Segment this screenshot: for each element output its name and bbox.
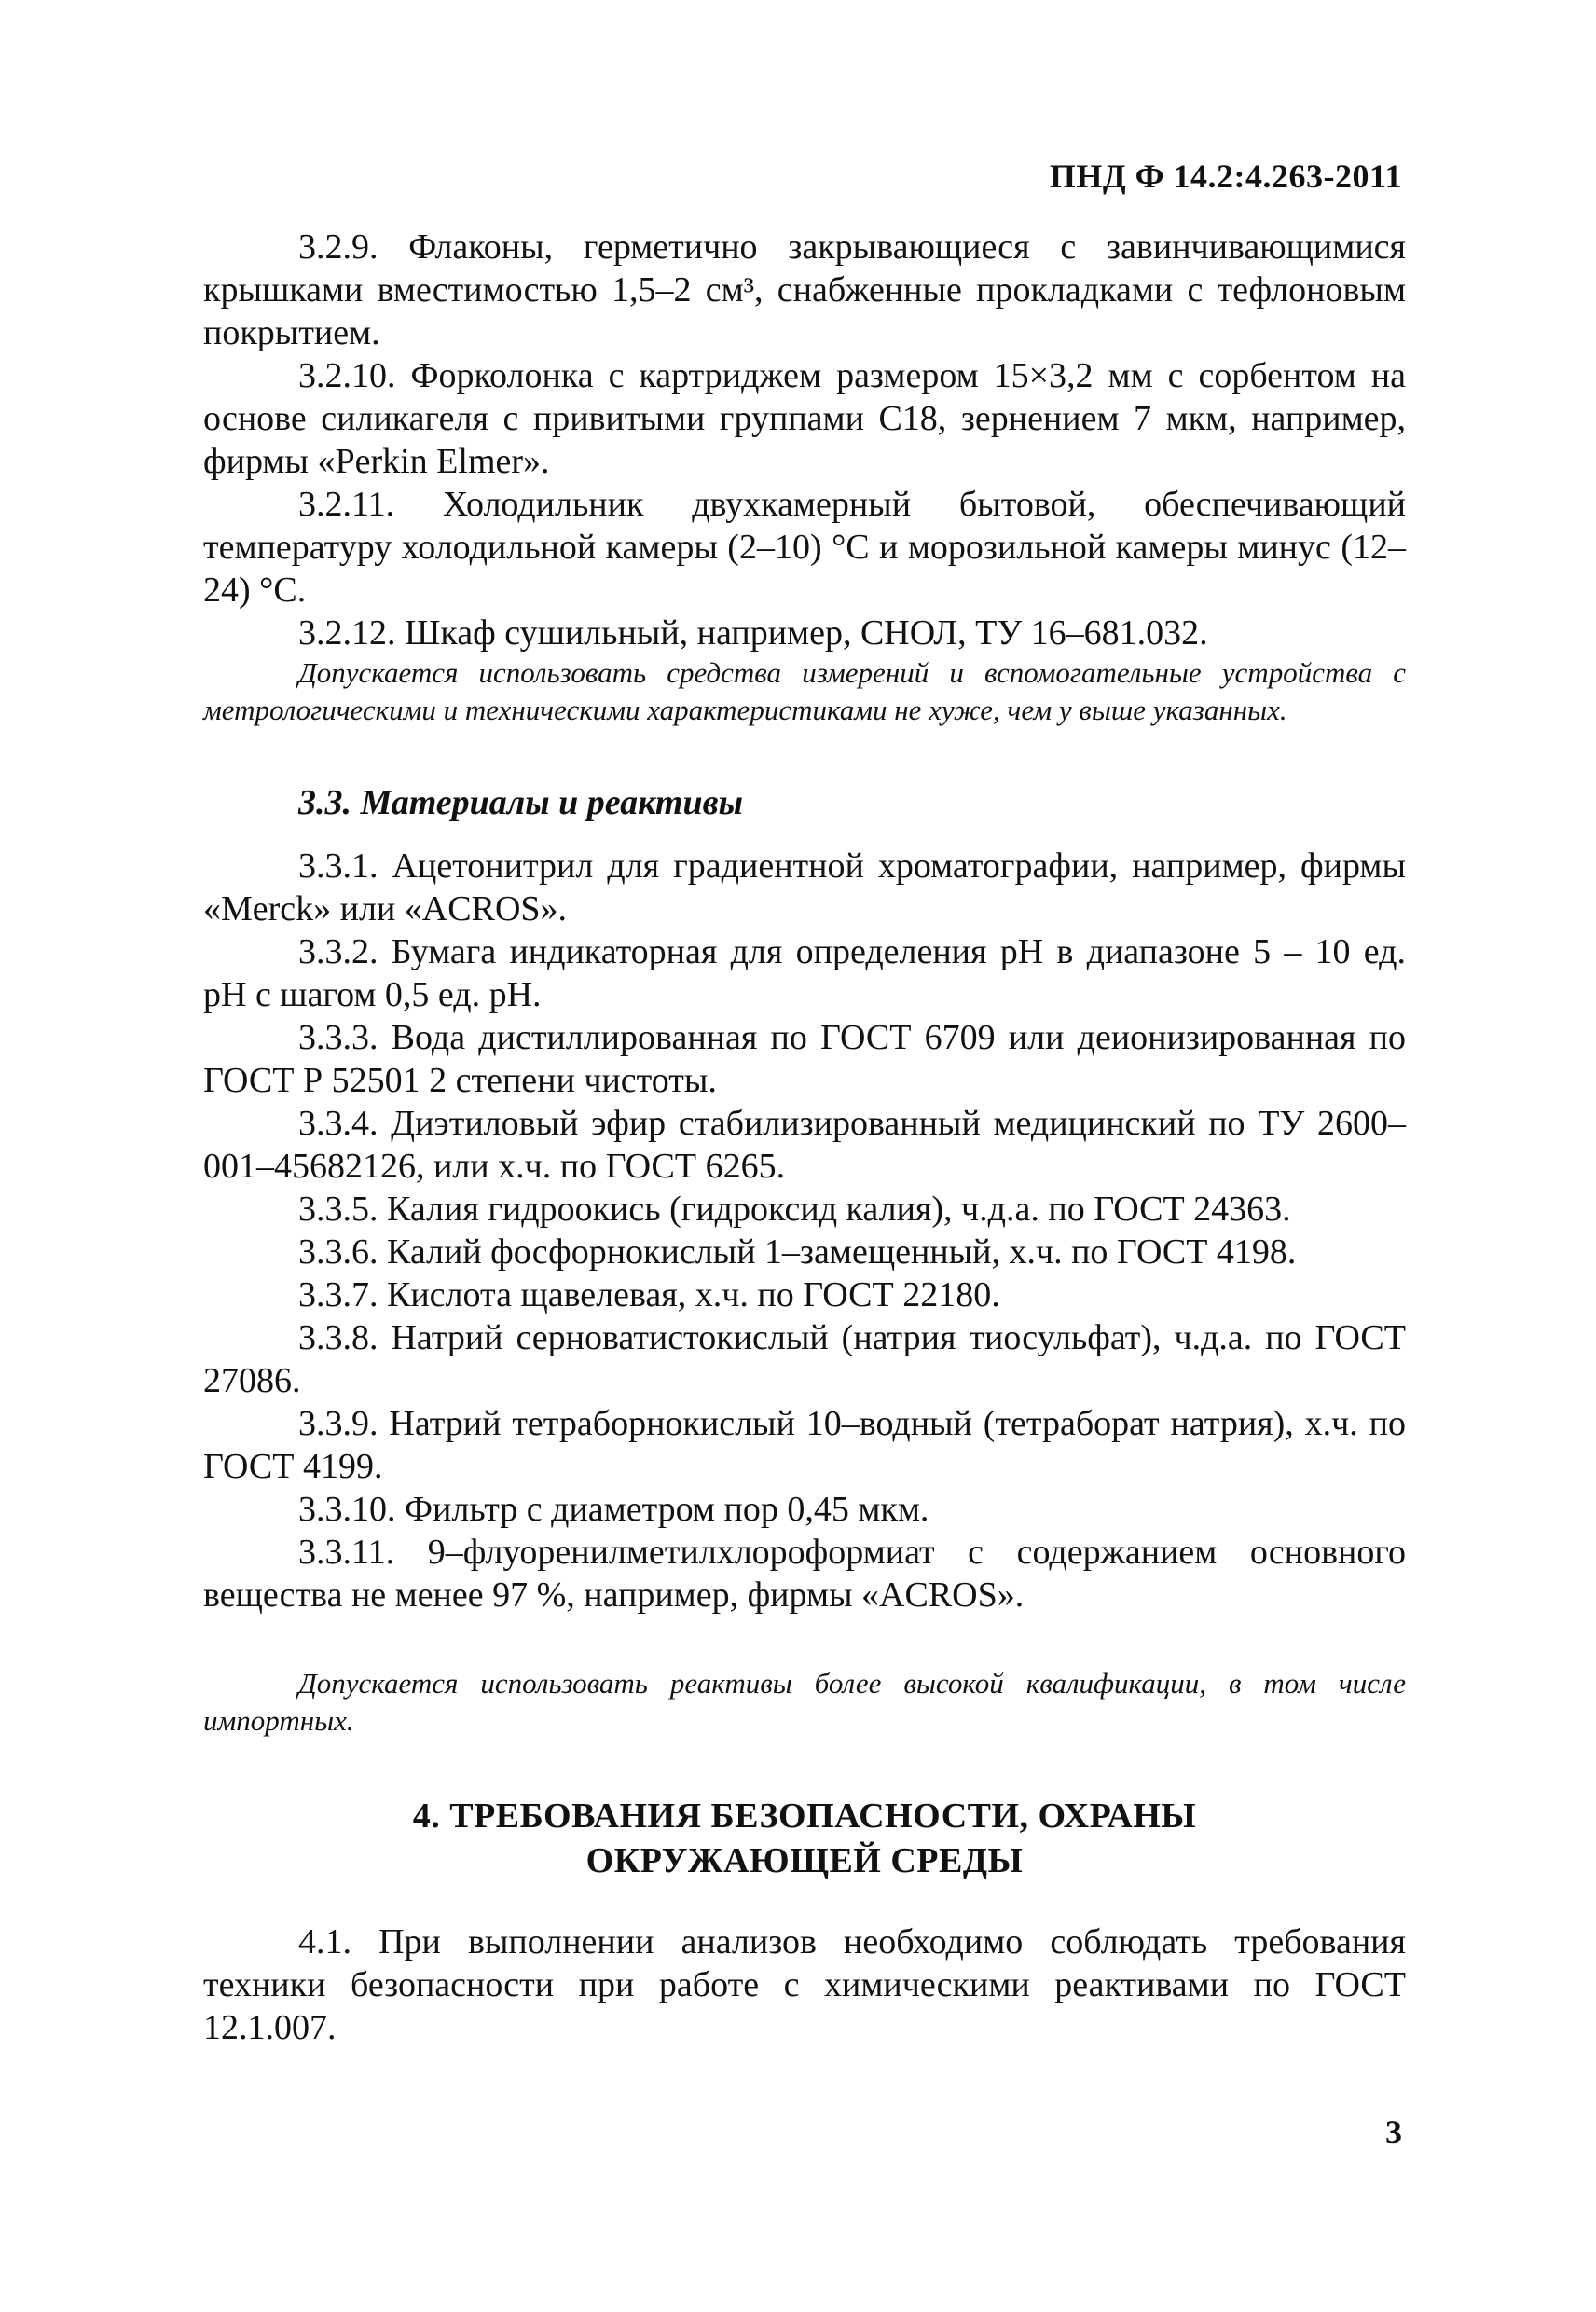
paragraph-3-3-1: 3.3.1. Ацетонитрил для градиентной хроматографии, например, фирмы «Merck» или «ACROS». [203, 846, 1406, 929]
paragraph-4-1: 4.1. При выполнении анализов необходимо соблюдать требования техники безопасности при работе с химическими реактивами по ГОСТ 12.1.007. [203, 1922, 1406, 2047]
paragraph-3-3-4: 3.3.4. Диэтиловый эфир стабилизированный медицинский по ТУ 2600–001–45682126, или х.ч. по ГОСТ 6265. [203, 1104, 1406, 1186]
section-4-title-line-1: 4. ТРЕБОВАНИЯ БЕЗОПАСНОСТИ, ОХРАНЫ [412, 1796, 1197, 1836]
paragraph-3-3-6: 3.3.6. Калий фосфорнокислый 1–замещенный, х.ч. по ГОСТ 4198. [298, 1232, 1297, 1272]
document-code-header: ПНД Ф 14.2:4.263-2011 [1049, 158, 1402, 195]
paragraph-3-3-2: 3.3.2. Бумага индикаторная для определения pH в диапазоне 5 – 10 ед. pH с шагом 0,5 ед. pH. [203, 932, 1406, 1014]
section-4-title-line-2: ОКРУЖАЮЩЕЙ СРЕДЫ [585, 1841, 1024, 1880]
paragraph-3-2-10: 3.2.10. Форколонка с картриджем размером 15×3,2 мм с сорбентом на основе силикагеля с привитыми группами С18, зернением 7 мкм, например, фирмы «Perkin Elmer». [203, 356, 1406, 481]
paragraph-3-3-9: 3.3.9. Натрий тетраборнокислый 10–водный (тетраборат натрия), х.ч. по ГОСТ 4199. [203, 1404, 1406, 1486]
materials-heading: 3.3. Материалы и реактивы [298, 783, 743, 822]
paragraph-3-2-9: 3.2.9. Флаконы, герметично закрывающиеся с завинчивающимися крышками вместимостью 1,5–2 см³, снабженные прокладками с тефлоновым покрытием. [203, 227, 1406, 352]
paragraph-3-3-5: 3.3.5. Калия гидроокись (гидроксид калия), ч.д.а. по ГОСТ 24363. [298, 1190, 1291, 1229]
page-content [203, 226, 1406, 2049]
paragraph-3-2-12: 3.2.12. Шкаф сушильный, например, СНОЛ, ТУ 16–681.032. [298, 613, 1208, 653]
paragraph-3-2-11: 3.2.11. Холодильник двухкамерный бытовой, обеспечивающий температуру холодильной камеры (2–10) °С и морозильной камеры минус (12–24) °С. [203, 485, 1406, 610]
paragraph-3-3-10: 3.3.10. Фильтр с диаметром пор 0,45 мкм. [298, 1490, 929, 1529]
paragraph-3-3-11: 3.3.11. 9–флуоренилметилхлороформиат с содержанием основного вещества не менее 97 %, например, фирмы «ACROS». [203, 1533, 1406, 1615]
paragraph-3-3-3: 3.3.3. Вода дистиллированная по ГОСТ 6709 или деионизированная по ГОСТ Р 52501 2 степени чистоты. [203, 1018, 1406, 1100]
reagents-note: Допускается использовать реактивы более высокой квалификации, в том числе импортных. [203, 1667, 1406, 1737]
paragraph-3-3-7: 3.3.7. Кислота щавелевая, х.ч. по ГОСТ 22180. [298, 1275, 1000, 1314]
equipment-note: Допускается использовать средства измерений и вспомогательные устройства с метрологическими и техническими характеристиками не хуже, чем у выше указанных. [203, 656, 1406, 726]
section-4-title [203, 1794, 1406, 1883]
paragraph-3-3-8: 3.3.8. Натрий серноватистокислый (натрия тиосульфат), ч.д.а. по ГОСТ 27086. [203, 1318, 1406, 1400]
page-number: 3 [1385, 2113, 1402, 2151]
